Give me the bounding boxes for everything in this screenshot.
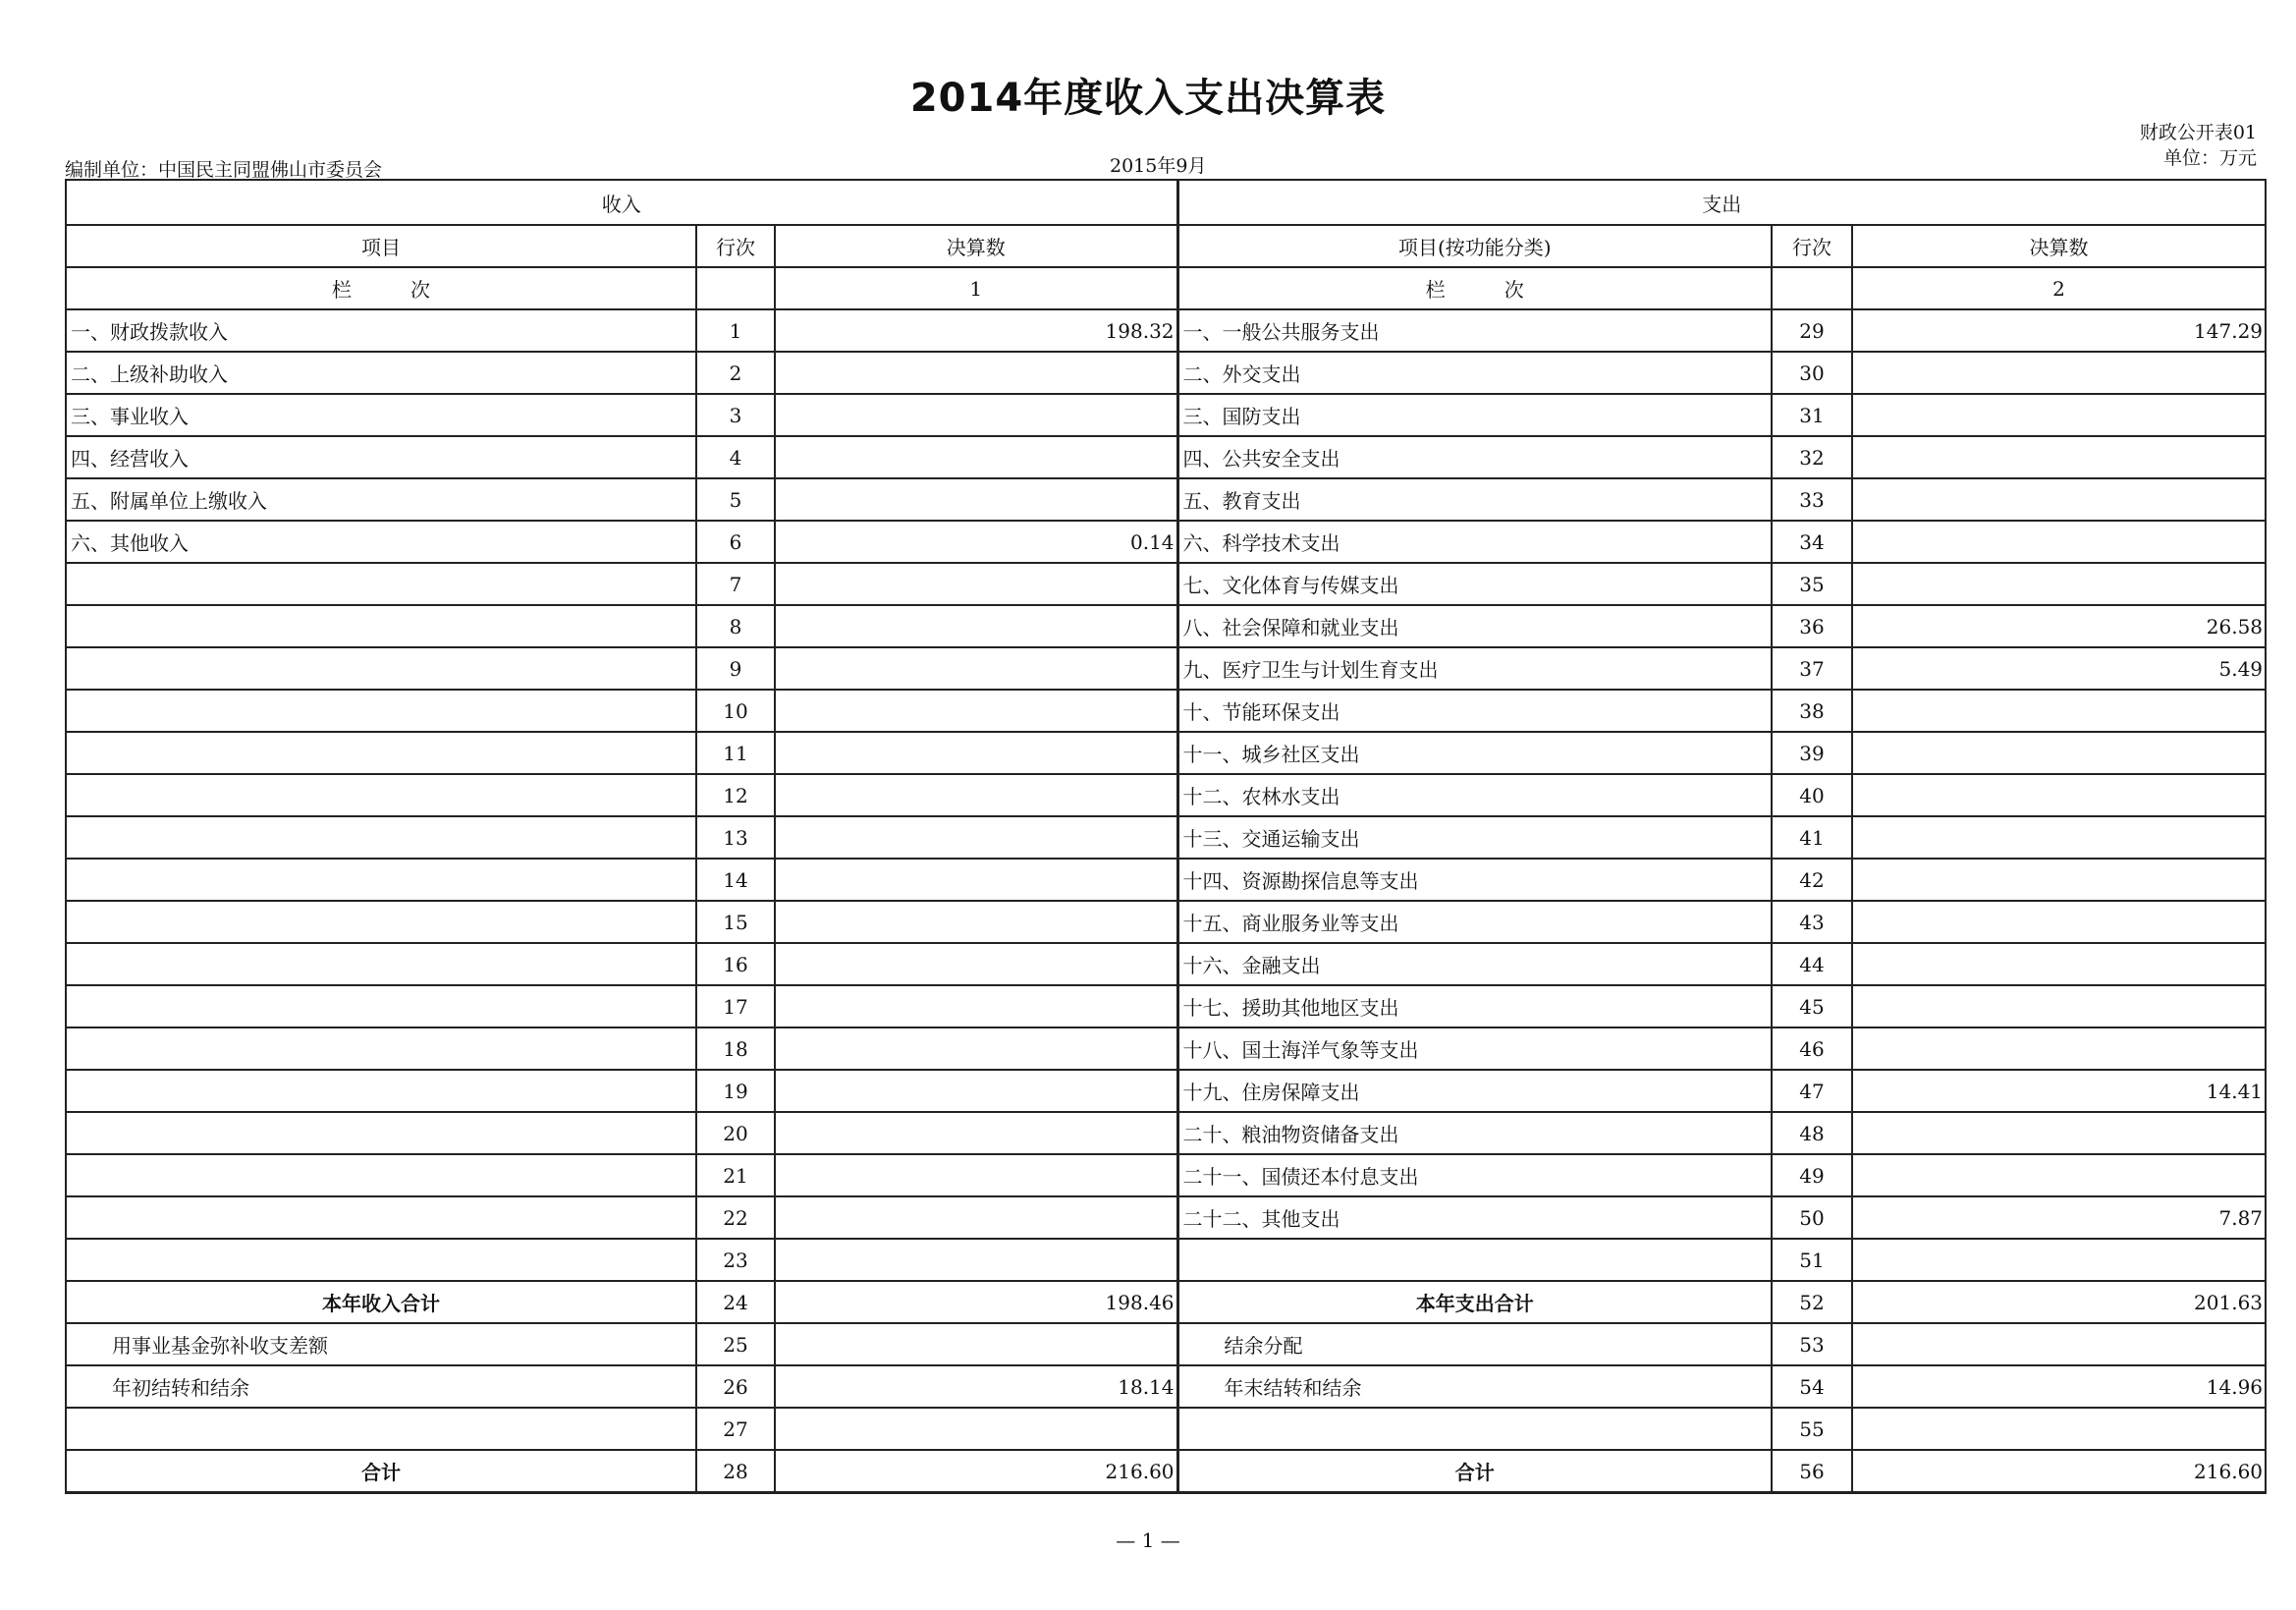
- expense-item: 三、国防支出: [1177, 394, 1772, 436]
- expense-item: 七、文化体育与传媒支出: [1177, 563, 1772, 605]
- table-row: [66, 1070, 2266, 1112]
- expense-row-number: 55: [1772, 1408, 1852, 1450]
- table-row: [66, 774, 2266, 816]
- expense-row-number: 29: [1772, 309, 1852, 352]
- income-item: 六、其他收入: [66, 521, 696, 563]
- expense-value: [1852, 774, 2266, 816]
- fund-row: [66, 1323, 2266, 1365]
- expense-item: 十六、金融支出: [1177, 943, 1772, 985]
- expense-row-number: 47: [1772, 1070, 1852, 1112]
- expense-value: [1852, 563, 2266, 605]
- income-item: [66, 985, 696, 1027]
- table-row: [66, 1239, 2266, 1281]
- income-value: [775, 563, 1177, 605]
- expense-row-number: 36: [1772, 605, 1852, 647]
- income-row-number: 13: [696, 816, 775, 859]
- income-item: [66, 816, 696, 859]
- expense-item: 结余分配: [1177, 1323, 1772, 1365]
- table-row: [66, 943, 2266, 985]
- expense-value: 5.49: [1852, 647, 2266, 690]
- column-index-row: [66, 267, 2266, 309]
- income-item: [66, 732, 696, 774]
- expense-row-number: 34: [1772, 521, 1852, 563]
- carry-row: [66, 1365, 2266, 1408]
- expense-row-number: 56: [1772, 1450, 1852, 1493]
- income-year-total-value: 198.46: [775, 1281, 1177, 1323]
- expense-value: [1852, 436, 2266, 478]
- page-title: 2014年度收入支出决算表: [909, 76, 1387, 121]
- income-value: [775, 985, 1177, 1027]
- expense-value: [1852, 816, 2266, 859]
- income-row-number: 3: [696, 394, 775, 436]
- income-row-number: 4: [696, 436, 775, 478]
- expense-value: 7.87: [1852, 1196, 2266, 1239]
- income-value: [775, 1408, 1177, 1450]
- income-value: [775, 436, 1177, 478]
- income-item: [66, 1027, 696, 1070]
- expense-row-number: 42: [1772, 859, 1852, 901]
- expense-column-label: 栏 次: [1177, 267, 1772, 309]
- expense-value: [1852, 394, 2266, 436]
- expense-item: 十三、交通运输支出: [1177, 816, 1772, 859]
- income-value: [775, 1154, 1177, 1196]
- expense-row-number: 37: [1772, 647, 1852, 690]
- income-item: [66, 647, 696, 690]
- income-item: 用事业基金弥补收支差额: [66, 1323, 696, 1365]
- income-row-number: 24: [696, 1281, 775, 1323]
- expense-value: [1852, 1239, 2266, 1281]
- income-row-number: 27: [696, 1408, 775, 1450]
- income-row-number: 22: [696, 1196, 775, 1239]
- income-value: [775, 943, 1177, 985]
- income-row-number: 26: [696, 1365, 775, 1408]
- expense-value: [1852, 732, 2266, 774]
- income-row-number: 17: [696, 985, 775, 1027]
- expense-row-number: 46: [1772, 1027, 1852, 1070]
- income-item: [66, 1112, 696, 1154]
- income-row-number: 7: [696, 563, 775, 605]
- table-row: [66, 1027, 2266, 1070]
- income-value: [775, 1239, 1177, 1281]
- income-item: 一、财政拨款收入: [66, 309, 696, 352]
- expense-column-index: 2: [1852, 267, 2266, 309]
- expense-row-number: 52: [1772, 1281, 1852, 1323]
- expense-item: 十二、农林水支出: [1177, 774, 1772, 816]
- compiler-label: 编制单位：中国民主同盟佛山市委员会: [65, 159, 383, 181]
- expense-item: 二、外交支出: [1177, 352, 1772, 394]
- table-row: [66, 816, 2266, 859]
- income-value: [775, 1323, 1177, 1365]
- income-row-number: 19: [696, 1070, 775, 1112]
- expense-item: 十九、住房保障支出: [1177, 1070, 1772, 1112]
- table-row: [66, 647, 2266, 690]
- expense-amount-header: 决算数: [1852, 225, 2266, 267]
- income-row-number: 16: [696, 943, 775, 985]
- expense-value: [1852, 1154, 2266, 1196]
- income-row-number: 2: [696, 352, 775, 394]
- expense-item-header: 项目(按功能分类): [1177, 225, 1772, 267]
- table-row: [66, 732, 2266, 774]
- income-row-number: 23: [696, 1239, 775, 1281]
- column-header-row: [66, 225, 2266, 267]
- expense-value: 26.58: [1852, 605, 2266, 647]
- table-row: [66, 478, 2266, 521]
- income-row-number: 11: [696, 732, 775, 774]
- income-row-number: 8: [696, 605, 775, 647]
- income-item: [66, 859, 696, 901]
- expense-value: [1852, 1112, 2266, 1154]
- unit-label: 单位：万元: [2162, 147, 2257, 169]
- income-value: [775, 690, 1177, 732]
- table-row: [66, 1154, 2266, 1196]
- expense-row-number: 49: [1772, 1154, 1852, 1196]
- income-item: [66, 1196, 696, 1239]
- income-value: [775, 901, 1177, 943]
- income-row-number: 21: [696, 1154, 775, 1196]
- expense-item: 十、节能环保支出: [1177, 690, 1772, 732]
- table-row: [66, 521, 2266, 563]
- expense-row-number: 39: [1772, 732, 1852, 774]
- expense-value: [1852, 859, 2266, 901]
- expense-row-number: 44: [1772, 943, 1852, 985]
- income-value: [775, 352, 1177, 394]
- expense-year-total-label: 本年支出合计: [1177, 1281, 1772, 1323]
- income-value: [775, 1196, 1177, 1239]
- expense-row-number: 48: [1772, 1112, 1852, 1154]
- income-row-number: 5: [696, 478, 775, 521]
- expense-value: [1852, 901, 2266, 943]
- income-item-header: 项目: [66, 225, 696, 267]
- income-value: [775, 605, 1177, 647]
- income-column-blank: [696, 267, 775, 309]
- expense-row-number: 53: [1772, 1323, 1852, 1365]
- income-row-number: 12: [696, 774, 775, 816]
- income-item: [66, 1154, 696, 1196]
- income-item: 四、经营收入: [66, 436, 696, 478]
- expense-item: 十一、城乡社区支出: [1177, 732, 1772, 774]
- expense-item: [1177, 1408, 1772, 1450]
- form-code: 财政公开表01: [2139, 122, 2257, 143]
- income-row-number: 20: [696, 1112, 775, 1154]
- table-row: [66, 394, 2266, 436]
- table-row: [66, 563, 2266, 605]
- income-value: [775, 478, 1177, 521]
- income-value: [775, 647, 1177, 690]
- table-row: [66, 859, 2266, 901]
- expense-value: 147.29: [1852, 309, 2266, 352]
- expense-item: 八、社会保障和就业支出: [1177, 605, 1772, 647]
- expense-value: [1852, 690, 2266, 732]
- date-label: 2015年9月: [1110, 155, 1207, 177]
- income-item: [66, 690, 696, 732]
- table-row: [66, 352, 2266, 394]
- expense-item: 二十二、其他支出: [1177, 1196, 1772, 1239]
- income-row-number: 1: [696, 309, 775, 352]
- expense-row-number: 50: [1772, 1196, 1852, 1239]
- income-grand-total-label: 合计: [66, 1450, 696, 1493]
- income-row-number: 25: [696, 1323, 775, 1365]
- income-item: [66, 901, 696, 943]
- expense-row-number: 38: [1772, 690, 1852, 732]
- expense-value: [1852, 1323, 2266, 1365]
- expense-value: [1852, 985, 2266, 1027]
- expense-value: [1852, 1027, 2266, 1070]
- income-column-label: 栏 次: [66, 267, 696, 309]
- income-row-number: 15: [696, 901, 775, 943]
- income-value: [775, 1027, 1177, 1070]
- expense-item: 十七、援助其他地区支出: [1177, 985, 1772, 1027]
- blank-row: [66, 1408, 2266, 1450]
- expense-value: [1852, 521, 2266, 563]
- expense-grand-total-value: 216.60: [1852, 1450, 2266, 1493]
- expense-item: 九、医疗卫生与计划生育支出: [1177, 647, 1772, 690]
- table-row: [66, 605, 2266, 647]
- income-value: 198.32: [775, 309, 1177, 352]
- income-item: [66, 1408, 696, 1450]
- income-column-index: 1: [775, 267, 1177, 309]
- expense-row-number: 35: [1772, 563, 1852, 605]
- income-value: [775, 1070, 1177, 1112]
- income-item: [66, 563, 696, 605]
- year-total-row: [66, 1281, 2266, 1323]
- expense-row-number: 51: [1772, 1239, 1852, 1281]
- grand-total-row: [66, 1450, 2266, 1493]
- income-value: [775, 394, 1177, 436]
- income-value: 18.14: [775, 1365, 1177, 1408]
- income-rowno-header: 行次: [696, 225, 775, 267]
- income-value: [775, 774, 1177, 816]
- expense-rowno-header: 行次: [1772, 225, 1852, 267]
- income-item: [66, 605, 696, 647]
- table-row: [66, 985, 2266, 1027]
- income-row-number: 28: [696, 1450, 775, 1493]
- expense-row-number: 40: [1772, 774, 1852, 816]
- expense-row-number: 33: [1772, 478, 1852, 521]
- expense-item: [1177, 1239, 1772, 1281]
- income-value: [775, 1112, 1177, 1154]
- expense-header: 支出: [1177, 180, 2266, 225]
- income-row-number: 14: [696, 859, 775, 901]
- income-amount-header: 决算数: [775, 225, 1177, 267]
- expense-item: 二十、粮油物资储备支出: [1177, 1112, 1772, 1154]
- income-item: 二、上级补助收入: [66, 352, 696, 394]
- income-item: [66, 943, 696, 985]
- expense-row-number: 32: [1772, 436, 1852, 478]
- income-item: 五、附属单位上缴收入: [66, 478, 696, 521]
- expense-item: 五、教育支出: [1177, 478, 1772, 521]
- expense-row-number: 54: [1772, 1365, 1852, 1408]
- table-row: [66, 1196, 2266, 1239]
- section-header-row: [66, 180, 2266, 225]
- expense-column-blank: [1772, 267, 1852, 309]
- income-item: 年初结转和结余: [66, 1365, 696, 1408]
- income-value: 0.14: [775, 521, 1177, 563]
- income-year-total-label: 本年收入合计: [66, 1281, 696, 1323]
- expense-row-number: 31: [1772, 394, 1852, 436]
- table-row: [66, 309, 2266, 352]
- expense-year-total-value: 201.63: [1852, 1281, 2266, 1323]
- income-value: [775, 859, 1177, 901]
- expense-item: 十五、商业服务业等支出: [1177, 901, 1772, 943]
- expense-value: [1852, 1408, 2266, 1450]
- table-row: [66, 690, 2266, 732]
- expense-row-number: 30: [1772, 352, 1852, 394]
- income-item: [66, 1070, 696, 1112]
- expense-row-number: 43: [1772, 901, 1852, 943]
- expense-item: 十四、资源勘探信息等支出: [1177, 859, 1772, 901]
- expense-item: 十八、国土海洋气象等支出: [1177, 1027, 1772, 1070]
- expense-item: 四、公共安全支出: [1177, 436, 1772, 478]
- table-row: [66, 1112, 2266, 1154]
- expense-item: 六、科学技术支出: [1177, 521, 1772, 563]
- expense-value: 14.96: [1852, 1365, 2266, 1408]
- expense-grand-total-label: 合计: [1177, 1450, 1772, 1493]
- table-row: [66, 436, 2266, 478]
- income-row-number: 18: [696, 1027, 775, 1070]
- income-row-number: 10: [696, 690, 775, 732]
- expense-value: 14.41: [1852, 1070, 2266, 1112]
- expense-item: 二十一、国债还本付息支出: [1177, 1154, 1772, 1196]
- income-value: [775, 816, 1177, 859]
- income-grand-total-value: 216.60: [775, 1450, 1177, 1493]
- income-value: [775, 732, 1177, 774]
- expense-value: [1852, 478, 2266, 521]
- budget-table: [65, 179, 2267, 1494]
- expense-value: [1852, 352, 2266, 394]
- income-item: [66, 774, 696, 816]
- expense-value: [1852, 943, 2266, 985]
- income-item: [66, 1239, 696, 1281]
- page-number: — 1 —: [1116, 1528, 1180, 1552]
- table-row: [66, 901, 2266, 943]
- expense-row-number: 45: [1772, 985, 1852, 1027]
- income-row-number: 6: [696, 521, 775, 563]
- income-header: 收入: [66, 180, 1177, 225]
- income-row-number: 9: [696, 647, 775, 690]
- expense-item: 年末结转和结余: [1177, 1365, 1772, 1408]
- expense-item: 一、一般公共服务支出: [1177, 309, 1772, 352]
- income-item: 三、事业收入: [66, 394, 696, 436]
- expense-row-number: 41: [1772, 816, 1852, 859]
